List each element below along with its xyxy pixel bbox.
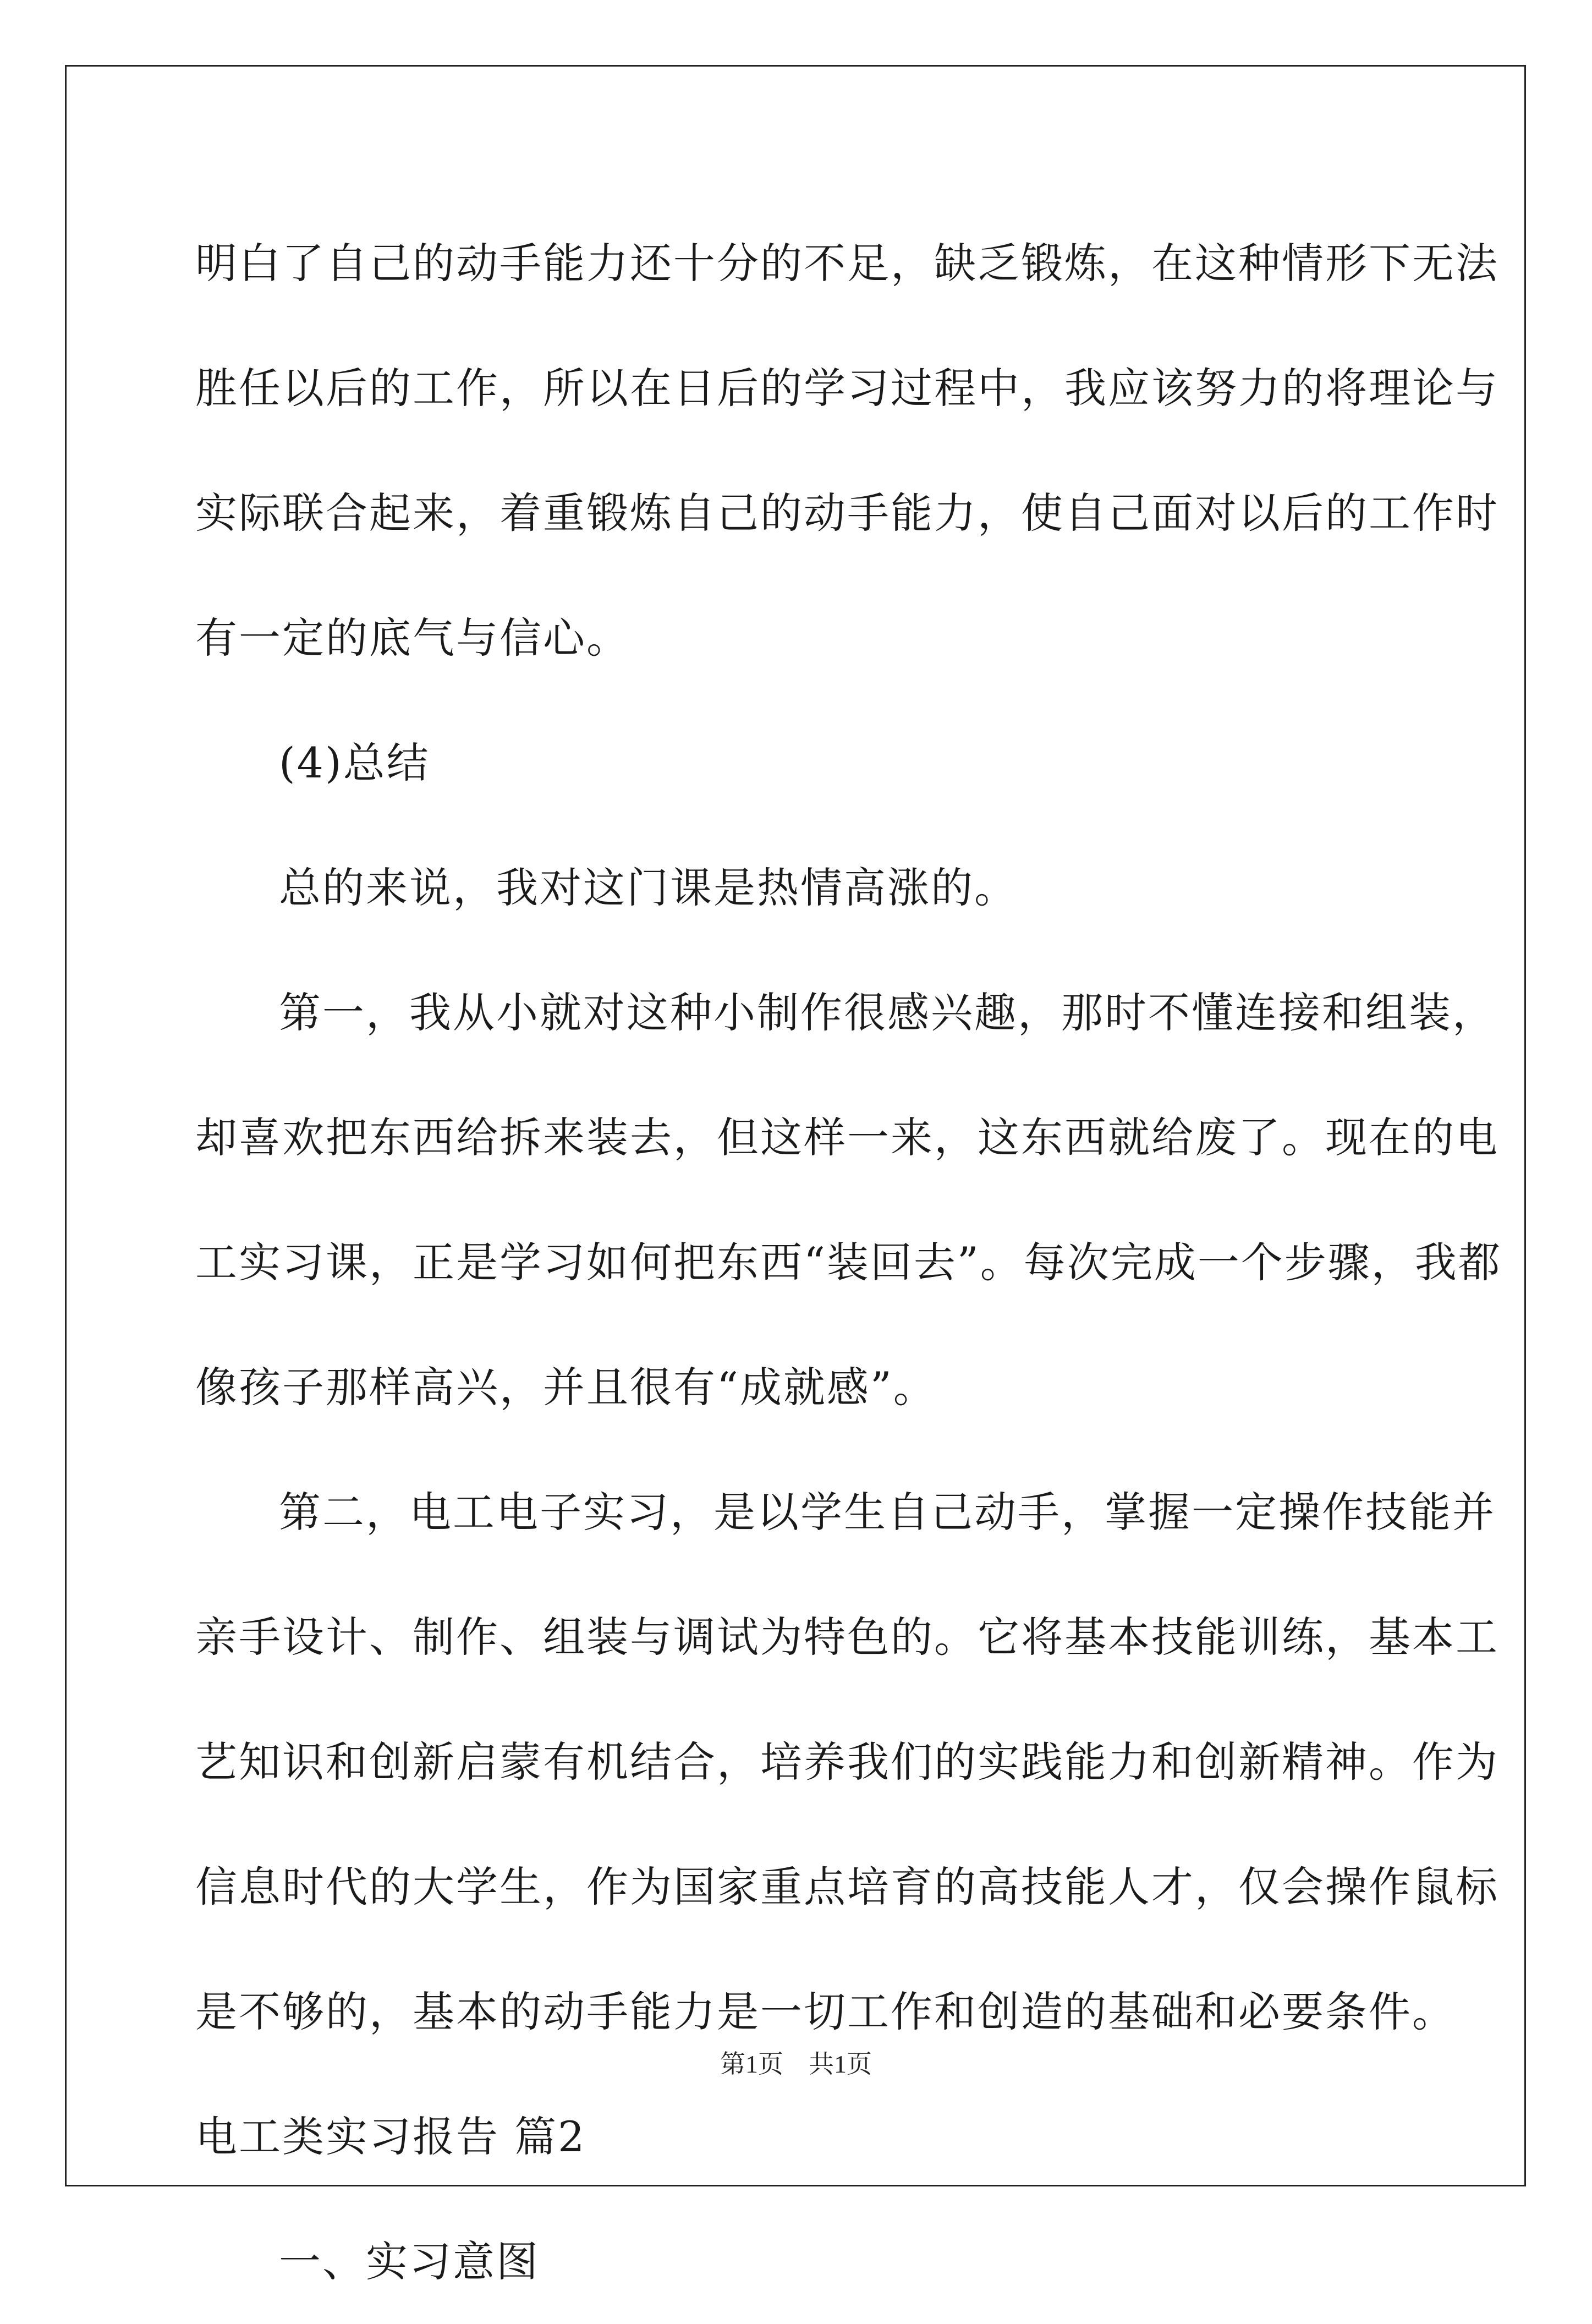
text-line: 第一，我从小就对这种小制作很感兴趣，那时不懂连接和组装，: [279, 988, 1496, 1037]
text-line: 胜任以后的工作，所以在日后的学习过程中，我应该努力的将理论与: [195, 364, 1499, 413]
text-line: 像孩子那样高兴，并且很有“成就感”。: [195, 1363, 937, 1412]
text-line: 有一定的底气与信心。: [195, 613, 630, 662]
text-line: 一、实习意图: [279, 2237, 540, 2286]
page-footer: 第1页 共1页: [720, 2050, 872, 2078]
text-line: 是不够的，基本的动手能力是一切工作和创造的基础和必要条件。: [195, 1987, 1456, 2036]
text-line: 明白了自己的动手能力还十分的不足，缺乏锻炼，在这种情形下无法: [195, 239, 1499, 288]
text-line: 信息时代的大学生，作为国家重点培育的高技能人才，仅会操作鼠标: [195, 1862, 1499, 1911]
text-line: 却喜欢把东西给拆来装去，但这样一来，这东西就给废了。现在的电: [195, 1113, 1499, 1162]
text-line: 实际联合起来，着重锻炼自己的动手能力，使自己面对以后的工作时: [195, 489, 1499, 538]
text-line: 艺知识和创新启蒙有机结合，培养我们的实践能力和创新精神。作为: [195, 1737, 1499, 1786]
text-line: 总的来说，我对这门课是热情高涨的。: [279, 863, 1018, 912]
text-line: (4)总结: [279, 738, 430, 787]
text-line: 电工类实习报告 篇2: [195, 2112, 586, 2161]
text-line: 亲手设计、制作、组装与调试为特色的。它将基本技能训练，基本工: [195, 1613, 1499, 1662]
document-body: [195, 201, 1502, 2324]
text-line: 工实习课，正是学习如何把东西“装回去”。每次完成一个步骤，我都: [195, 1238, 1502, 1287]
text-line: 第二，电工电子实习，是以学生自己动手，掌握一定操作技能并: [279, 1488, 1496, 1537]
